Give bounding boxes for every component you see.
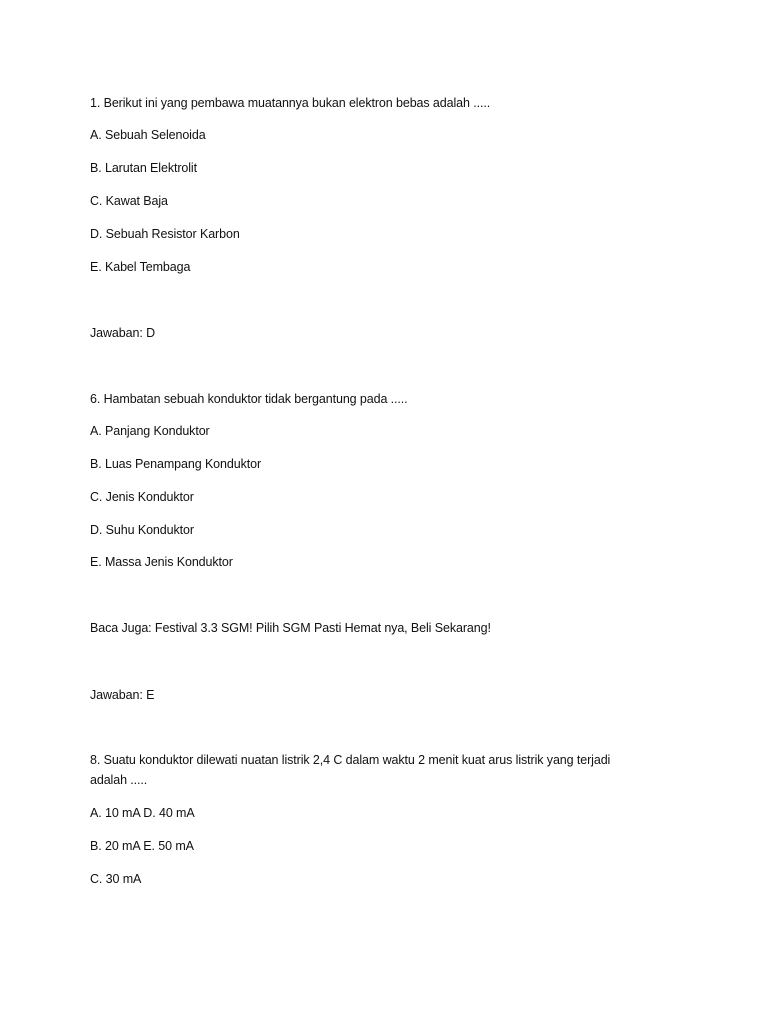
question-1-text: 1. Berikut ini yang pembawa muatannya bukan elektron bebas adalah ..... [90,96,491,110]
q1-option-e: E. Kabel Tembaga [90,260,191,274]
q6-option-c: C. Jenis Konduktor [90,490,194,504]
question-8-text-line1: 8. Suatu konduktor dilewati nuatan listrik 2,4 C dalam waktu 2 menit kuat arus listrik yang terjadi [90,753,611,767]
q8-option-b-e: B. 20 mA E. 50 mA [90,839,194,853]
q1-option-c: C. Kawat Baja [90,194,168,208]
q1-answer: Jawaban: D [90,326,156,340]
q6-option-e: E. Massa Jenis Konduktor [90,555,233,569]
q8-option-c: C. 30 mA [90,872,142,886]
q6-option-a: A. Panjang Konduktor [90,424,210,438]
q6-option-d: D. Suhu Konduktor [90,523,194,537]
question-8-text-line2: adalah ..... [90,773,148,787]
question-6-text: 6. Hambatan sebuah konduktor tidak bergantung pada ..... [90,392,408,406]
q1-option-b: B. Larutan Elektrolit [90,161,197,175]
q1-option-d: D. Sebuah Resistor Karbon [90,227,240,241]
read-also-text: Baca Juga: Festival 3.3 SGM! Pilih SGM Pasti Hemat nya, Beli Sekarang! [90,621,491,635]
q8-option-a-d: A. 10 mA D. 40 mA [90,806,195,820]
q1-option-a: A. Sebuah Selenoida [90,128,206,142]
q6-answer: Jawaban: E [90,688,155,702]
q6-option-b: B. Luas Penampang Konduktor [90,457,262,471]
